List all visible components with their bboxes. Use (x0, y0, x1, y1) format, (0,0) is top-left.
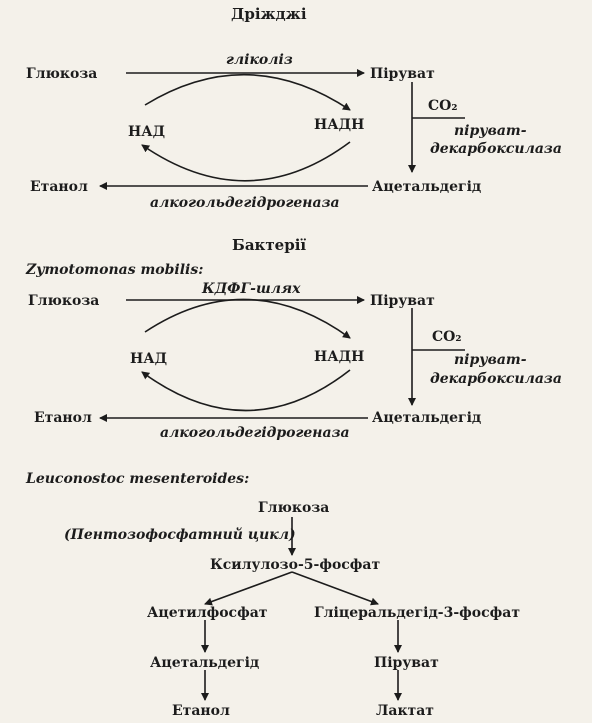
co2-label: CO₂ (428, 98, 458, 114)
adh-label-2: алкогольдегідрогеназа (160, 425, 350, 441)
decarboxylase-label-line2: декарбоксилаза (430, 141, 562, 157)
decarboxylase-label-2-line2: декарбоксилаза (430, 371, 562, 387)
acetaldehyde-label-2: Ацетальдегід (372, 410, 482, 426)
acetylphosphate-label: Ацетилфосфат (147, 605, 268, 621)
pyruvate-label-3: Піруват (374, 655, 439, 671)
lactate-label: Лактат (376, 703, 434, 719)
xylulose-label: Ксилулозо-5-фосфат (210, 557, 381, 573)
glucose-label-2: Глюкоза (28, 293, 100, 309)
nadh-to-nad-arc-2 (142, 370, 350, 411)
acetaldehyde-label-3: Ацетальдегід (150, 655, 260, 671)
pyruvate-label-2: Піруват (370, 293, 435, 309)
glycolysis-label: гліколіз (226, 52, 293, 68)
pyruvate-label: Піруват (370, 66, 435, 82)
section-yeast-title: Дріжджі (231, 5, 307, 23)
nad-to-nadh-arc-2 (145, 299, 350, 338)
nad-label: НАД (128, 124, 166, 140)
leuconostoc-label: Leuconostoc mesenteroides: (26, 471, 250, 487)
nadh-label-2: НАДН (314, 349, 365, 365)
glucose-label-3: Глюкоза (258, 500, 330, 516)
decarboxylase-label-line1: піруват- (454, 123, 527, 139)
xylulose-to-g3p-arrow (292, 572, 378, 604)
g3p-label: Гліцеральдегід-3-фосфат (314, 605, 521, 621)
adh-label: алкогольдегідрогеназа (150, 195, 340, 211)
nadh-label: НАДН (314, 117, 365, 133)
kdpg-label: КДФГ-шлях (202, 281, 301, 297)
xylulose-to-acetylphosphate-arrow (205, 572, 292, 604)
section-bacteria-title: Бактерії (232, 236, 307, 254)
nad-to-nadh-arc (145, 75, 350, 110)
pentose-phosphate-label: (Пентозофосфатний цикл) (64, 527, 296, 543)
ethanol-label-3: Етанол (172, 703, 230, 719)
nadh-to-nad-arc (142, 142, 350, 181)
ethanol-label: Етанол (30, 179, 88, 195)
nad-label-2: НАД (130, 351, 168, 367)
ethanol-label-2: Етанол (34, 410, 92, 426)
glucose-label: Глюкоза (26, 66, 98, 82)
co2-label-2: CO₂ (432, 329, 462, 345)
acetaldehyde-label: Ацетальдегід (372, 179, 482, 195)
decarboxylase-label-2-line1: піруват- (454, 352, 527, 368)
zymomonas-label: Zymotomonas mobilis: (26, 262, 204, 278)
